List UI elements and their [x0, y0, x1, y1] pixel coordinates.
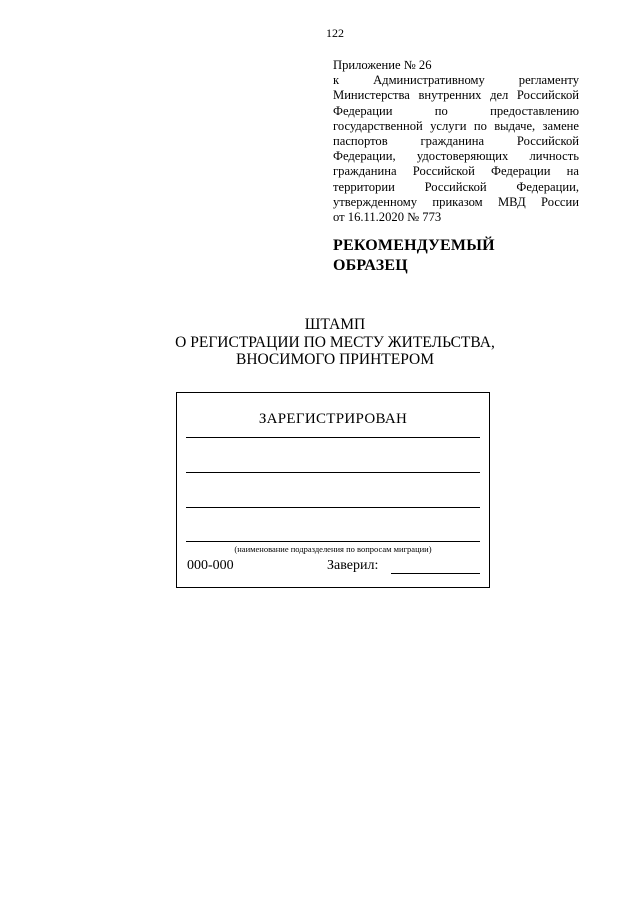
signature-line	[391, 573, 480, 574]
fill-line	[186, 437, 480, 438]
page-number: 122	[326, 26, 344, 40]
stamp-title	[140, 316, 530, 369]
recommended-sample-label	[333, 236, 495, 276]
appendix-line: утвержденному приказом МВД России	[333, 194, 579, 209]
sample-label-line1: РЕКОМЕНДУЕМЫЙ	[333, 237, 495, 254]
appendix-line: паспортов гражданина Российской	[333, 134, 579, 149]
stamp-heading: ЗАРЕГИСТРИРОВАН	[258, 411, 408, 427]
appendix-line: территории Российской Федерации,	[333, 179, 579, 194]
sample-label-line2: ОБРАЗЕЦ	[333, 257, 408, 274]
appendix-line: Приложение № 26	[333, 58, 432, 72]
certified-label: Заверил:	[327, 558, 379, 573]
appendix-line: гражданина Российской Федерации на	[333, 164, 579, 179]
migration-unit-caption: (наименование подразделения по вопросам миграции)	[234, 544, 432, 554]
appendix-line: от 16.11.2020 № 773	[333, 210, 442, 225]
appendix-header	[333, 58, 579, 225]
fill-line	[186, 507, 480, 508]
fill-line	[186, 541, 480, 542]
appendix-line: Федерации по предоставлению	[333, 103, 579, 118]
stamp-title-line3: ВНОСИМОГО ПРИНТЕРОМ	[236, 351, 434, 368]
appendix-line: Министерства внутренних дел Российской	[333, 88, 579, 103]
appendix-line: к Административному регламенту	[333, 73, 579, 88]
fill-line	[186, 472, 480, 473]
registration-stamp-box	[176, 392, 490, 588]
appendix-line: государственной услуги по выдаче, замене	[333, 118, 579, 133]
appendix-line: Федерации, удостоверяющих личность	[333, 149, 579, 164]
stamp-title-line1: ШТАМП	[304, 316, 366, 333]
unit-code: 000-000	[187, 558, 234, 573]
stamp-title-line2: О РЕГИСТРАЦИИ ПО МЕСТУ ЖИТЕЛЬСТВА,	[175, 333, 495, 351]
